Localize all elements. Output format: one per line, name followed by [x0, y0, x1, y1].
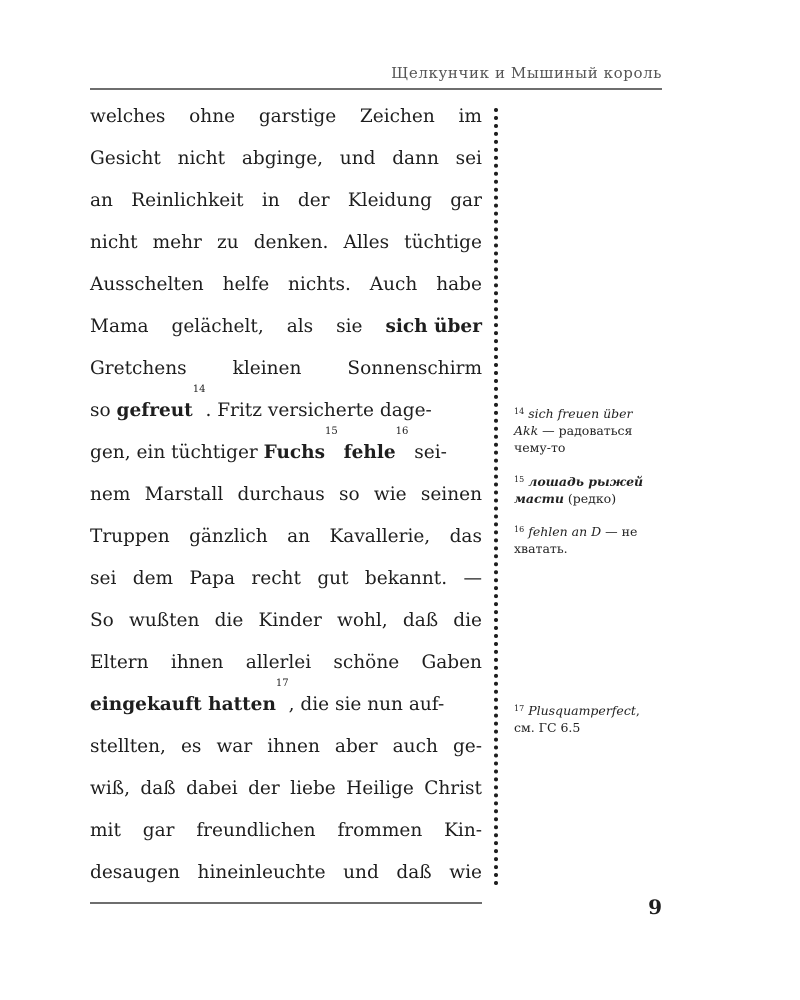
glossed-term: Fuchs: [263, 442, 326, 463]
footnote-number: 17: [514, 704, 525, 713]
text-line: Truppen gänzlich an Kavallerie, das: [90, 526, 482, 547]
text-line: desaugen hineinleuchte und daß wie: [90, 862, 482, 883]
footnote-number: 16: [514, 525, 525, 534]
text-line: an Reinlichkeit in der Kleidung gar: [90, 190, 482, 211]
text-line: gen, ein tüchtiger Fuchs 15 fehle 16 sei-: [90, 432, 482, 474]
glossed-term: gefreut: [116, 400, 193, 421]
glossed-term: eingekauft hatten: [90, 694, 276, 715]
text-line: welches ohne garstige Zeichen im: [90, 106, 482, 127]
text-line: wiß, daß dabei der liebe Heilige Christ: [90, 778, 482, 799]
footnote-term: лошадь рыжей масти: [514, 474, 644, 506]
footnote-gloss: радоваться чему-то: [514, 423, 633, 455]
glossed-term: sich über: [385, 316, 482, 337]
footnote-gloss: (редко): [563, 491, 617, 506]
text-line: Gesicht nicht abginge, und dann sei: [90, 148, 482, 169]
footnote-ref: 16: [395, 426, 409, 437]
margin-dotted-rule: [494, 108, 498, 886]
body-text: [90, 96, 482, 894]
footnote-17: $^{17}$ Plusquamperfect, см. ГС 6.5: [514, 703, 640, 735]
text-line: Ausschelten helfe nichts. Auch habe: [90, 274, 482, 295]
text-line: nem Marstall durchaus so wie seinen: [90, 484, 482, 505]
footnote-16: $^{16}$ fehlen an D — не хватать.: [514, 524, 638, 556]
glossed-term: fehle: [343, 442, 396, 463]
footnote-15: [514, 471, 654, 507]
footnote-gloss: не хватать.: [514, 524, 638, 556]
text-line: eingekauft hatten 17 , die sie nun auf-: [90, 684, 482, 726]
text-line: nicht mehr zu denken. Alles tüchtige: [90, 232, 482, 253]
footnote-term: Plusquamperfect: [528, 703, 636, 718]
header-rule: [90, 88, 662, 90]
text-line: so gefreut 14 . Fritz versicherte dage-: [90, 390, 482, 432]
footnote-term: fehlen an D: [528, 524, 602, 539]
footer-rule: [90, 902, 482, 904]
text-line: Mama gelächelt, als sie sich über: [90, 306, 482, 348]
text-line: Gretchens kleinen Sonnenschirm: [90, 358, 482, 379]
footnote-14: $^{14}$ sich freuen über Akk — радоваться чему-то: [514, 406, 633, 455]
page-number: 9: [648, 895, 662, 919]
text-line: mit gar freundlichen frommen Kin-: [90, 820, 482, 841]
footnote-gloss: см. ГС 6.5: [514, 720, 581, 735]
running-title: Щелкунчик и Мышиный король: [391, 64, 662, 82]
footnote-ref: 15: [325, 426, 338, 437]
footnote-ref: 14: [192, 384, 206, 395]
footnote-number: 15: [514, 475, 525, 484]
footnote-number: 14: [514, 407, 525, 416]
text-line: So wußten die Kinder wohl, daß die: [90, 610, 482, 631]
footnote-term: sich freuen über Akk: [514, 406, 633, 438]
text-line: Eltern ihnen allerlei schöne Gaben: [90, 652, 482, 673]
text-line: stellten, es war ihnen aber auch ge-: [90, 736, 482, 757]
footnote-ref: 17: [275, 678, 289, 689]
text-line: sei dem Papa recht gut bekannt. —: [90, 568, 482, 589]
